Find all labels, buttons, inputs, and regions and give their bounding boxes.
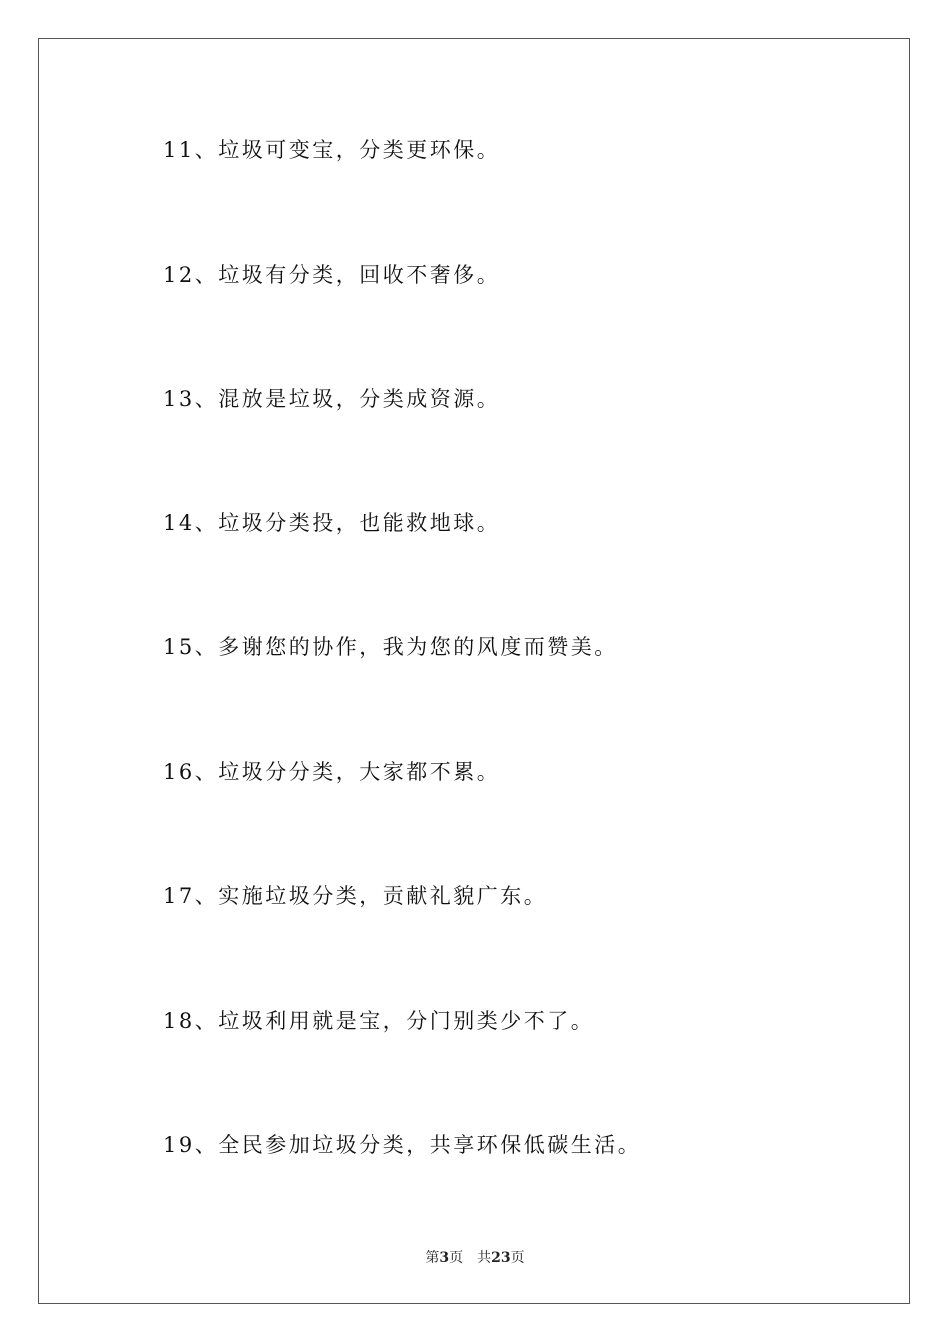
page-footer xyxy=(0,1247,950,1267)
total-suffix: 页 xyxy=(510,1250,525,1266)
page-suffix: 页 xyxy=(449,1250,464,1266)
total-prefix: 共 xyxy=(477,1250,492,1266)
list-item: 16、垃圾分分类，大家都不累。 xyxy=(163,760,501,784)
page-border xyxy=(38,38,910,1304)
list-item: 12、垃圾有分类，回收不奢侈。 xyxy=(163,263,501,287)
list-item: 11、垃圾可变宝，分类更环保。 xyxy=(163,138,501,162)
list-item: 14、垃圾分类投，也能救地球。 xyxy=(163,511,501,535)
page-prefix: 第 xyxy=(425,1250,440,1266)
list-item: 17、实施垃圾分类，贡献礼貌广东。 xyxy=(163,884,548,908)
list-item: 15、多谢您的协作，我为您的风度而赞美。 xyxy=(163,635,618,659)
page-current: 3 xyxy=(439,1250,450,1266)
list-item: 19、全民参加垃圾分类，共享环保低碳生活。 xyxy=(163,1133,642,1157)
list-item: 18、垃圾利用就是宝，分门别类少不了。 xyxy=(163,1009,595,1033)
list-item: 13、混放是垃圾，分类成资源。 xyxy=(163,387,501,411)
page-total: 23 xyxy=(491,1250,511,1266)
